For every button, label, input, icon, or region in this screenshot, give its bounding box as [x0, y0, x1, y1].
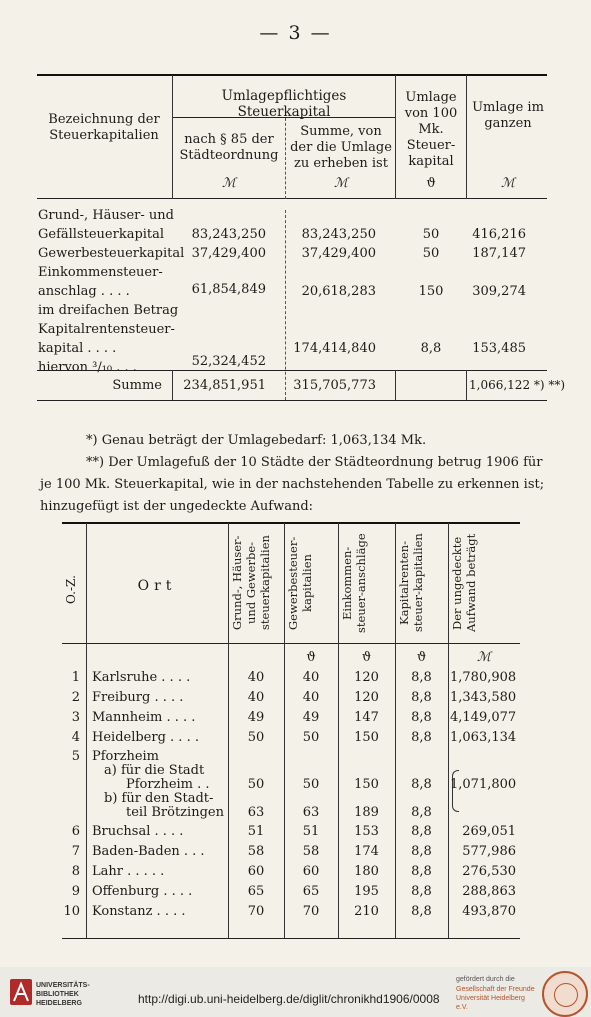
table1-vline — [172, 370, 173, 400]
sponsor-name: Gesellschaft der Freunde Universität Heidelberg e.V. — [456, 986, 535, 1011]
unit-mark: ℳ — [501, 176, 515, 191]
footer-bar — [0, 967, 591, 1017]
table2-vline — [448, 523, 449, 938]
value-staedteordnung: 61,854,849 — [191, 282, 266, 297]
header-kapitalrentensteuer: Kapitalrenten-steuer-kapitalien — [397, 533, 425, 633]
value-gewerbesteuer: 63 — [302, 805, 320, 820]
value-umlage: 416,216 — [472, 227, 526, 242]
value-gewerbesteuer: 65 — [302, 884, 320, 899]
city-name: Bruchsal . . . . — [92, 824, 184, 839]
row-number: 8 — [71, 864, 80, 879]
footnote-1: *) Genau beträgt der Umlagebedarf: 1,063,134 Mk. — [86, 433, 427, 448]
unit-mark: ℳ — [477, 650, 491, 665]
row-number: 9 — [71, 884, 80, 899]
header-staedteordnung: nach § 85 der Städteordnung — [179, 132, 279, 163]
row-label: Gewerbesteuerkapital — [38, 246, 185, 261]
value-staedteordnung: 37,429,400 — [191, 246, 266, 261]
value-umlage-100: 50 — [422, 227, 440, 242]
city-name: teil Brötzingen — [126, 805, 224, 820]
value-ungedeckter-aufwand: 1,071,800 — [450, 777, 517, 792]
value-ungedeckter-aufwand: 4,149,077 — [450, 710, 517, 725]
city-name: Mannheim . . . . — [92, 710, 196, 725]
value-kapitalrentensteuer: 8,8 — [411, 805, 432, 820]
header-umlagepflichtiges: Umlagepflichtiges Steuerkapital — [221, 88, 347, 120]
sum-staedteordnung: 234,851,951 — [183, 378, 266, 393]
value-einkommensteuer: 180 — [354, 864, 379, 879]
page-number: — 3 — — [259, 22, 332, 44]
value-umlage-100: 150 — [418, 284, 444, 299]
city-name: Lahr . . . . . — [92, 864, 165, 879]
value-ungedeckter-aufwand: 577,986 — [462, 844, 516, 859]
value-gewerbesteuer: 50 — [302, 730, 320, 745]
city-name: Baden-Baden . . . — [92, 844, 205, 859]
value-kapitalrentensteuer: 8,8 — [411, 844, 432, 859]
header-einkommensteuer: Einkommen-steuer-anschläge — [340, 533, 368, 633]
sum-label: Summe — [112, 378, 162, 393]
row-label: Einkommensteuer- — [38, 265, 163, 280]
sum-umlage: 1,066,122 *) **) — [469, 378, 566, 392]
table2-vline — [395, 523, 396, 938]
table2-top-rule — [62, 522, 520, 524]
value-kapitalrentensteuer: 8,8 — [411, 904, 432, 919]
city-name: Offenburg . . . . — [92, 884, 193, 899]
header-umlage-100: Umlage von 100 Mk. Steuer-kapital — [404, 90, 458, 169]
row-label: hiervon ³/₁₀ . . . — [38, 360, 137, 375]
value-einkommensteuer: 150 — [354, 777, 379, 792]
footnote-2: hinzugefügt ist der ungedeckte Aufwand: — [40, 499, 314, 514]
value-grund-haeuser: 49 — [247, 710, 265, 725]
value-ungedeckter-aufwand: 269,051 — [462, 824, 516, 839]
value-kapitalrentensteuer: 8,8 — [411, 884, 432, 899]
row-number: 1 — [71, 670, 80, 685]
city-name: Heidelberg . . . . — [92, 730, 199, 745]
header-summe: Summe, von der die Umlage zu erheben ist — [290, 124, 392, 171]
university-seal-icon — [542, 971, 588, 1017]
value-summe: 174,414,840 — [293, 341, 376, 356]
row-number: 6 — [71, 824, 80, 839]
value-grund-haeuser: 60 — [247, 864, 265, 879]
footnote-2: **) Der Umlagefuß der 10 Städte der Städteordnung betrug 1906 für — [86, 455, 543, 470]
value-summe: 37,429,400 — [301, 246, 376, 261]
value-kapitalrentensteuer: 8,8 — [411, 710, 432, 725]
row-label: kapital . . . . — [38, 341, 117, 356]
table1-top-rule — [37, 74, 547, 76]
unit-mark: ℳ — [222, 176, 236, 191]
city-name: Karlsruhe . . . . — [92, 670, 191, 685]
value-umlage: 309,274 — [472, 284, 526, 299]
value-umlage-100: 50 — [422, 246, 440, 261]
value-gewerbesteuer: 49 — [302, 710, 320, 725]
value-kapitalrentensteuer: 8,8 — [411, 777, 432, 792]
row-label: im dreifachen Betrag — [38, 303, 179, 318]
table2-header-rule — [62, 643, 520, 644]
header-grund-haeuser: Grund-, Häuser- und Gewerbe-steuerkapitalien — [230, 535, 272, 631]
value-ungedeckter-aufwand: 1,343,580 — [450, 690, 517, 705]
value-grund-haeuser: 63 — [247, 805, 265, 820]
value-grund-haeuser: 70 — [247, 904, 265, 919]
city-name: Konstanz . . . . — [92, 904, 186, 919]
value-grund-haeuser: 40 — [247, 690, 265, 705]
table1-vline — [466, 370, 467, 400]
value-umlage: 187,147 — [472, 246, 526, 261]
table1-vline — [285, 210, 286, 400]
value-kapitalrentensteuer: 8,8 — [411, 824, 432, 839]
library-name: UNIVERSITÄTS-BIBLIOTHEK HEIDELBERG — [36, 982, 90, 1007]
unit-pfennig: ϑ — [426, 176, 436, 191]
value-staedteordnung: 52,324,452 — [191, 354, 266, 369]
header-ungedeckter-aufwand: Der ungedeckte Aufwand beträgt — [450, 533, 478, 633]
header-umlage-ganzen: Umlage im ganzen — [472, 100, 544, 131]
table1-vline — [395, 75, 396, 199]
value-gewerbesteuer: 50 — [302, 777, 320, 792]
unit-pfennig: ϑ — [361, 650, 372, 665]
value-einkommensteuer: 150 — [354, 730, 379, 745]
unit-pfennig: ϑ — [416, 650, 427, 665]
table1-vline — [172, 75, 173, 199]
city-name: Freiburg . . . . — [92, 690, 184, 705]
value-summe: 20,618,283 — [301, 284, 376, 299]
city-name: a) für die Stadt — [104, 763, 205, 778]
value-einkommensteuer: 174 — [354, 844, 379, 859]
header-oz: O.-Z. — [64, 575, 78, 605]
value-gewerbesteuer: 40 — [302, 670, 320, 685]
unit-pfennig: ϑ — [306, 650, 316, 665]
value-einkommensteuer: 153 — [354, 824, 379, 839]
row-number: 3 — [71, 710, 80, 725]
city-name: b) für den Stadt- — [104, 791, 214, 806]
value-gewerbesteuer: 60 — [302, 864, 320, 879]
row-number: 2 — [71, 690, 80, 705]
value-grund-haeuser: 40 — [247, 670, 265, 685]
table1-vline — [285, 118, 286, 199]
sum-summe: 315,705,773 — [293, 378, 376, 393]
value-gewerbesteuer: 58 — [302, 844, 320, 859]
value-grund-haeuser: 50 — [247, 777, 265, 792]
row-number: 10 — [63, 904, 80, 919]
value-gewerbesteuer: 70 — [302, 904, 320, 919]
table2-vline — [228, 523, 229, 938]
value-summe: 83,243,250 — [301, 227, 376, 242]
row-number: 5 — [71, 749, 80, 764]
value-ungedeckter-aufwand: 288,863 — [462, 884, 516, 899]
value-einkommensteuer: 120 — [354, 670, 379, 685]
value-kapitalrentensteuer: 8,8 — [411, 730, 432, 745]
value-kapitalrentensteuer: 8,8 — [411, 690, 432, 705]
row-number: 7 — [71, 844, 80, 859]
value-kapitalrentensteuer: 8,8 — [411, 864, 432, 879]
table2-bottom-rule — [62, 938, 520, 939]
row-number: 4 — [71, 730, 80, 745]
value-ungedeckter-aufwand: 276,530 — [462, 864, 516, 879]
sponsor-label: gefördert durch die — [456, 976, 515, 983]
value-umlage: 153,485 — [472, 341, 526, 356]
source-url[interactable]: http://digi.ub.uni-heidelberg.de/diglit/chronikhd1906/0008 — [138, 992, 440, 1006]
table2-vline — [284, 523, 285, 938]
value-grund-haeuser: 50 — [247, 730, 265, 745]
value-gewerbesteuer: 51 — [302, 824, 320, 839]
value-einkommensteuer: 210 — [354, 904, 379, 919]
table1-vline — [395, 370, 396, 400]
value-einkommensteuer: 195 — [354, 884, 379, 899]
value-ungedeckter-aufwand: 1,063,134 — [450, 730, 517, 745]
row-label: anschlag . . . . — [38, 284, 130, 299]
footnote-2: je 100 Mk. Steuerkapital, wie in der nachstehenden Tabelle zu erkennen ist; — [40, 477, 545, 492]
city-name: Pforzheim — [92, 749, 159, 764]
value-gewerbesteuer: 40 — [302, 690, 320, 705]
value-staedteordnung: 83,243,250 — [191, 227, 266, 242]
value-einkommensteuer: 120 — [354, 690, 379, 705]
value-grund-haeuser: 58 — [247, 844, 265, 859]
value-einkommensteuer: 147 — [354, 710, 379, 725]
city-name: Pforzheim . . — [126, 777, 210, 792]
table2-vline — [338, 523, 339, 938]
header-ort: Ort — [137, 578, 177, 594]
table2-vline — [86, 523, 87, 938]
header-bezeichnung: Bezeichnung der Steuerkapitalien — [48, 112, 160, 143]
row-label: Kapitalrentensteuer- — [38, 322, 175, 337]
unit-mark: ℳ — [334, 176, 348, 191]
library-logo-icon — [10, 979, 32, 1005]
value-ungedeckter-aufwand: 1,780,908 — [450, 670, 517, 685]
value-ungedeckter-aufwand: 493,870 — [462, 904, 516, 919]
value-kapitalrentensteuer: 8,8 — [411, 670, 432, 685]
table1-header-rule — [37, 198, 547, 199]
table1-bottom-rule — [37, 400, 547, 401]
table1-vline — [466, 75, 467, 199]
value-umlage-100: 8,8 — [420, 341, 442, 356]
row-label: Gefällsteuerkapital — [38, 227, 165, 242]
header-gewerbesteuer: Gewerbesteuer-kapitalien — [286, 536, 314, 630]
row-label: Grund-, Häuser- und — [38, 208, 174, 223]
value-einkommensteuer: 189 — [354, 805, 379, 820]
value-grund-haeuser: 51 — [247, 824, 265, 839]
value-grund-haeuser: 65 — [247, 884, 265, 899]
